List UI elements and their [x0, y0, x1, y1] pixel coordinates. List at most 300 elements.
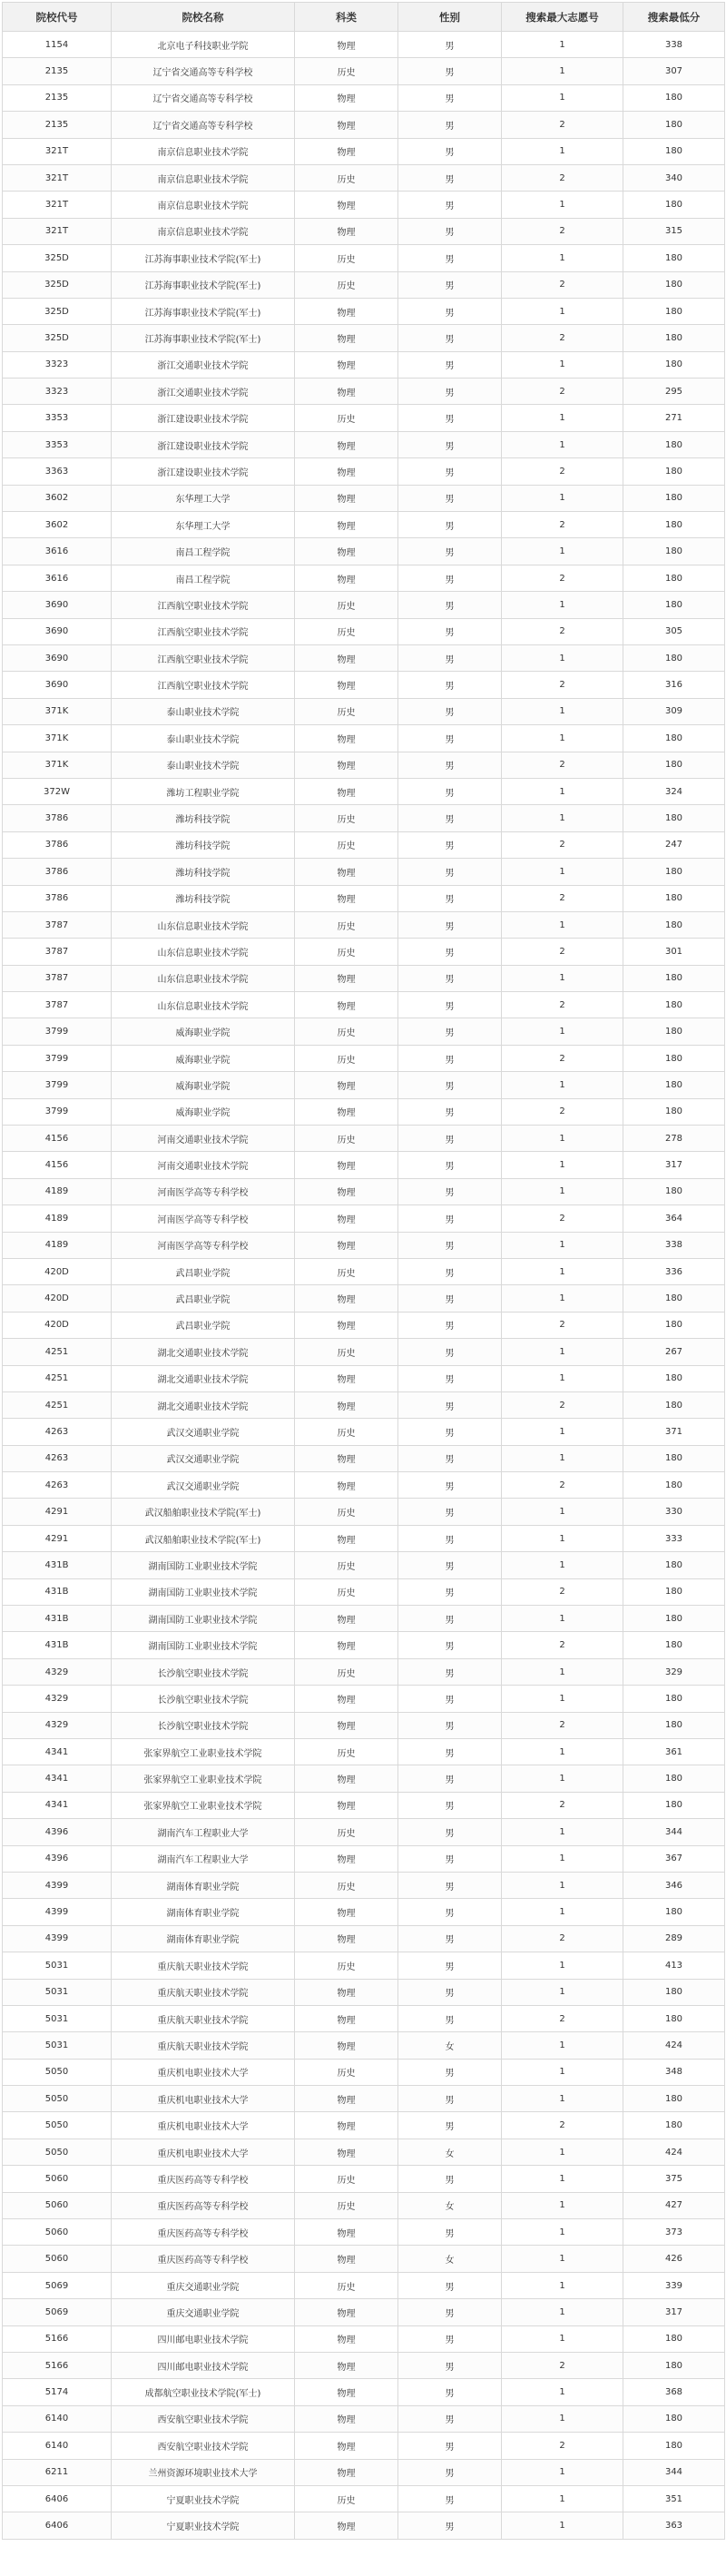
table-row	[3, 1365, 725, 1391]
cell-gender: 男	[398, 1419, 502, 1445]
table-row	[3, 164, 725, 191]
cell-school-code: 3787	[3, 965, 112, 991]
cell-school-name: 河南交通职业技术学院	[112, 1126, 295, 1152]
cell-subject: 物理	[295, 1098, 398, 1125]
cell-min-score: 180	[623, 859, 725, 885]
cell-school-name: 四川邮电职业技术学院	[112, 2325, 295, 2352]
cell-gender: 男	[398, 2299, 502, 2325]
cell-max-choice: 1	[502, 725, 623, 752]
table-row	[3, 1712, 725, 1738]
cell-subject: 物理	[295, 565, 398, 591]
table-row	[3, 1391, 725, 1418]
cell-min-score: 180	[623, 485, 725, 511]
cell-max-choice: 1	[502, 58, 623, 84]
cell-min-score: 180	[623, 351, 725, 378]
cell-school-name: 泰山职业技术学院	[112, 752, 295, 778]
table-row	[3, 805, 725, 831]
table-row	[3, 1312, 725, 1338]
table-header-row	[3, 3, 725, 32]
cell-school-code: 371K	[3, 752, 112, 778]
table-row	[3, 1792, 725, 1818]
cell-school-code: 3616	[3, 565, 112, 591]
cell-subject: 物理	[295, 1285, 398, 1312]
cell-school-name: 江西航空职业技术学院	[112, 618, 295, 644]
cell-min-score: 180	[623, 1712, 725, 1738]
cell-max-choice: 2	[502, 992, 623, 1018]
cell-subject: 历史	[295, 939, 398, 965]
cell-subject: 物理	[295, 1979, 398, 2005]
cell-max-choice: 1	[502, 1899, 623, 1925]
cell-gender: 男	[398, 245, 502, 271]
cell-school-code: 3602	[3, 485, 112, 511]
cell-gender: 男	[398, 164, 502, 191]
cell-gender: 男	[398, 1018, 502, 1045]
cell-min-score: 344	[623, 1819, 725, 1845]
cell-gender: 男	[398, 1552, 502, 1578]
cell-min-score: 180	[623, 2352, 725, 2378]
table-row	[3, 1258, 725, 1284]
cell-min-score: 271	[623, 405, 725, 431]
cell-school-code: 325D	[3, 325, 112, 351]
cell-min-score: 180	[623, 2086, 725, 2112]
cell-min-score: 180	[623, 245, 725, 271]
cell-subject: 历史	[295, 698, 398, 724]
cell-school-code: 5031	[3, 2005, 112, 2031]
cell-max-choice: 1	[502, 245, 623, 271]
cell-school-code: 3786	[3, 859, 112, 885]
cell-school-code: 321T	[3, 218, 112, 244]
cell-gender: 男	[398, 1632, 502, 1658]
cell-min-score: 180	[623, 965, 725, 991]
cell-school-code: 3353	[3, 405, 112, 431]
cell-min-score: 361	[623, 1739, 725, 1765]
cell-school-name: 兰州资源环境职业技术大学	[112, 2459, 295, 2485]
cell-school-code: 3786	[3, 805, 112, 831]
cell-school-name: 重庆机电职业技术大学	[112, 2059, 295, 2085]
cell-school-name: 泰山职业技术学院	[112, 725, 295, 752]
cell-school-code: 3787	[3, 911, 112, 938]
cell-gender: 男	[398, 1979, 502, 2005]
cell-min-score: 180	[623, 1445, 725, 1471]
header-min-score: 搜索最低分	[623, 3, 725, 32]
cell-gender: 男	[398, 379, 502, 405]
cell-min-score: 340	[623, 164, 725, 191]
cell-school-name: 武汉交通职业学院	[112, 1419, 295, 1445]
cell-min-score: 324	[623, 778, 725, 804]
cell-subject: 物理	[295, 1178, 398, 1204]
cell-school-name: 张家界航空工业职业技术学院	[112, 1792, 295, 1818]
cell-min-score: 426	[623, 2246, 725, 2272]
cell-max-choice: 2	[502, 458, 623, 485]
table-row	[3, 618, 725, 644]
cell-subject: 物理	[295, 2219, 398, 2246]
cell-school-code: 3602	[3, 512, 112, 538]
cell-school-code: 4396	[3, 1819, 112, 1845]
cell-school-name: 东华理工大学	[112, 485, 295, 511]
header-school-code: 院校代号	[3, 3, 112, 32]
cell-school-code: 2135	[3, 58, 112, 84]
cell-gender: 男	[398, 2512, 502, 2539]
cell-school-code: 371K	[3, 725, 112, 752]
cell-school-name: 东华理工大学	[112, 512, 295, 538]
cell-gender: 男	[398, 1072, 502, 1098]
cell-school-code: 5060	[3, 2246, 112, 2272]
cell-school-code: 325D	[3, 271, 112, 298]
cell-subject: 物理	[295, 965, 398, 991]
cell-gender: 男	[398, 939, 502, 965]
cell-subject: 历史	[295, 2166, 398, 2192]
cell-subject: 历史	[295, 1819, 398, 1845]
cell-min-score: 348	[623, 2059, 725, 2085]
cell-school-name: 山东信息职业技术学院	[112, 939, 295, 965]
cell-school-name: 潍坊科技学院	[112, 805, 295, 831]
table-row	[3, 1126, 725, 1152]
cell-school-name: 重庆航天职业技术学院	[112, 1952, 295, 1979]
table-row	[3, 84, 725, 111]
cell-school-name: 潍坊科技学院	[112, 885, 295, 911]
table-row	[3, 138, 725, 164]
cell-max-choice: 2	[502, 939, 623, 965]
cell-school-code: 5166	[3, 2325, 112, 2352]
cell-min-score: 427	[623, 2192, 725, 2218]
table-row	[3, 1658, 725, 1685]
cell-max-choice: 1	[502, 2405, 623, 2432]
cell-max-choice: 2	[502, 618, 623, 644]
cell-subject: 历史	[295, 1872, 398, 1898]
cell-school-name: 长沙航空职业技术学院	[112, 1658, 295, 1685]
cell-min-score: 267	[623, 1339, 725, 1365]
table-row	[3, 1445, 725, 1471]
cell-max-choice: 1	[502, 644, 623, 671]
cell-school-name: 南昌工程学院	[112, 565, 295, 591]
cell-school-name: 江苏海事职业技术学院(军士)	[112, 245, 295, 271]
cell-min-score: 316	[623, 672, 725, 698]
cell-subject: 物理	[295, 84, 398, 111]
table-row	[3, 485, 725, 511]
cell-subject: 物理	[295, 725, 398, 752]
table-row	[3, 1045, 725, 1071]
cell-school-name: 浙江建设职业技术学院	[112, 458, 295, 485]
cell-subject: 历史	[295, 1339, 398, 1365]
cell-min-score: 180	[623, 1472, 725, 1499]
cell-subject: 物理	[295, 1391, 398, 1418]
cell-min-score: 315	[623, 218, 725, 244]
cell-min-score: 338	[623, 1232, 725, 1258]
cell-min-score: 180	[623, 1178, 725, 1204]
table-row	[3, 351, 725, 378]
cell-school-code: 4189	[3, 1205, 112, 1232]
cell-max-choice: 1	[502, 778, 623, 804]
table-row	[3, 1072, 725, 1098]
cell-max-choice: 2	[502, 1632, 623, 1658]
cell-max-choice: 1	[502, 1285, 623, 1312]
cell-min-score: 339	[623, 2272, 725, 2298]
cell-gender: 男	[398, 1339, 502, 1365]
cell-school-name: 西安航空职业技术学院	[112, 2433, 295, 2459]
cell-max-choice: 1	[502, 911, 623, 938]
cell-subject: 历史	[295, 1045, 398, 1071]
cell-max-choice: 2	[502, 1792, 623, 1818]
cell-max-choice: 2	[502, 752, 623, 778]
cell-subject: 物理	[295, 458, 398, 485]
cell-subject: 历史	[295, 271, 398, 298]
cell-school-code: 3690	[3, 592, 112, 618]
cell-max-choice: 1	[502, 1232, 623, 1258]
cell-school-code: 431B	[3, 1552, 112, 1578]
cell-gender: 男	[398, 112, 502, 138]
table-row	[3, 725, 725, 752]
cell-school-code: 4341	[3, 1792, 112, 1818]
cell-school-code: 4251	[3, 1391, 112, 1418]
cell-school-name: 四川邮电职业技术学院	[112, 2352, 295, 2378]
cell-gender: 男	[398, 672, 502, 698]
cell-min-score: 180	[623, 565, 725, 591]
table-row	[3, 2112, 725, 2138]
cell-max-choice: 1	[502, 298, 623, 324]
cell-min-score: 413	[623, 1952, 725, 1979]
cell-subject: 物理	[295, 1152, 398, 1178]
cell-school-name: 南京信息职业技术学院	[112, 164, 295, 191]
cell-min-score: 180	[623, 1552, 725, 1578]
table-row	[3, 1872, 725, 1898]
cell-school-name: 张家界航空工业职业技术学院	[112, 1765, 295, 1792]
cell-gender: 男	[398, 2485, 502, 2512]
cell-school-name: 湖南国防工业职业技术学院	[112, 1632, 295, 1658]
cell-max-choice: 1	[502, 1339, 623, 1365]
cell-max-choice: 1	[502, 965, 623, 991]
cell-min-score: 180	[623, 192, 725, 218]
table-row	[3, 1339, 725, 1365]
table-row	[3, 1018, 725, 1045]
cell-min-score: 368	[623, 2379, 725, 2405]
cell-school-code: 4263	[3, 1419, 112, 1445]
cell-gender: 男	[398, 32, 502, 58]
cell-gender: 男	[398, 1765, 502, 1792]
cell-gender: 男	[398, 2325, 502, 2352]
cell-gender: 男	[398, 1258, 502, 1284]
header-gender: 性别	[398, 3, 502, 32]
cell-max-choice: 2	[502, 1098, 623, 1125]
cell-gender: 男	[398, 2112, 502, 2138]
cell-max-choice: 1	[502, 1419, 623, 1445]
cell-min-score: 180	[623, 1979, 725, 2005]
cell-gender: 男	[398, 538, 502, 565]
cell-gender: 男	[398, 831, 502, 858]
cell-max-choice: 2	[502, 1578, 623, 1605]
cell-min-score: 336	[623, 1258, 725, 1284]
cell-max-choice: 2	[502, 1205, 623, 1232]
cell-school-name: 长沙航空职业技术学院	[112, 1712, 295, 1738]
cell-school-name: 威海职业学院	[112, 1045, 295, 1071]
cell-subject: 物理	[295, 2299, 398, 2325]
cell-gender: 男	[398, 2459, 502, 2485]
table-row	[3, 752, 725, 778]
cell-min-score: 180	[623, 805, 725, 831]
table-row	[3, 1152, 725, 1178]
cell-gender: 男	[398, 885, 502, 911]
cell-gender: 男	[398, 1952, 502, 1979]
cell-subject: 物理	[295, 351, 398, 378]
cell-min-score: 278	[623, 1126, 725, 1152]
cell-min-score: 317	[623, 1152, 725, 1178]
cell-max-choice: 2	[502, 325, 623, 351]
cell-max-choice: 2	[502, 379, 623, 405]
cell-max-choice: 1	[502, 2485, 623, 2512]
cell-school-code: 372W	[3, 778, 112, 804]
table-row	[3, 2325, 725, 2352]
cell-min-score: 317	[623, 2299, 725, 2325]
cell-school-code: 3690	[3, 672, 112, 698]
cell-school-name: 张家界航空工业职业技术学院	[112, 1739, 295, 1765]
cell-subject: 历史	[295, 1952, 398, 1979]
cell-school-name: 宁夏职业技术学院	[112, 2485, 295, 2512]
cell-subject: 物理	[295, 672, 398, 698]
cell-school-name: 潍坊科技学院	[112, 831, 295, 858]
cell-school-code: 4156	[3, 1152, 112, 1178]
table-row	[3, 32, 725, 58]
cell-max-choice: 2	[502, 112, 623, 138]
cell-gender: 男	[398, 2086, 502, 2112]
cell-subject: 物理	[295, 1365, 398, 1391]
cell-school-name: 武汉船舶职业技术学院(军士)	[112, 1499, 295, 1525]
table-row	[3, 112, 725, 138]
cell-min-score: 180	[623, 1391, 725, 1418]
table-row	[3, 2272, 725, 2298]
table-row	[3, 672, 725, 698]
cell-school-code: 5069	[3, 2272, 112, 2298]
table-row	[3, 1472, 725, 1499]
cell-max-choice: 2	[502, 565, 623, 591]
cell-gender: 男	[398, 458, 502, 485]
cell-min-score: 180	[623, 1365, 725, 1391]
table-row	[3, 218, 725, 244]
cell-subject: 历史	[295, 805, 398, 831]
cell-school-name: 湖南体育职业学院	[112, 1925, 295, 1952]
cell-school-code: 4251	[3, 1365, 112, 1391]
cell-max-choice: 1	[502, 1606, 623, 1632]
cell-max-choice: 1	[502, 1258, 623, 1284]
cell-school-code: 3787	[3, 992, 112, 1018]
table-row	[3, 2246, 725, 2272]
cell-school-name: 浙江建设职业技术学院	[112, 405, 295, 431]
cell-school-name: 湖南国防工业职业技术学院	[112, 1578, 295, 1605]
cell-school-code: 3786	[3, 885, 112, 911]
cell-school-name: 重庆交通职业学院	[112, 2272, 295, 2298]
cell-school-name: 湖南体育职业学院	[112, 1899, 295, 1925]
cell-max-choice: 1	[502, 592, 623, 618]
cell-subject: 历史	[295, 592, 398, 618]
cell-max-choice: 1	[502, 1178, 623, 1204]
cell-min-score: 367	[623, 1845, 725, 1872]
cell-max-choice: 1	[502, 485, 623, 511]
cell-subject: 物理	[295, 1072, 398, 1098]
table-row	[3, 2379, 725, 2405]
cell-gender: 男	[398, 1391, 502, 1418]
cell-school-name: 武昌职业学院	[112, 1258, 295, 1284]
table-row	[3, 192, 725, 218]
table-row	[3, 2405, 725, 2432]
cell-gender: 男	[398, 698, 502, 724]
cell-subject: 物理	[295, 1205, 398, 1232]
cell-min-score: 180	[623, 431, 725, 457]
cell-max-choice: 1	[502, 1819, 623, 1845]
cell-school-name: 山东信息职业技术学院	[112, 965, 295, 991]
table-row	[3, 2138, 725, 2165]
cell-max-choice: 2	[502, 1391, 623, 1418]
cell-max-choice: 1	[502, 138, 623, 164]
cell-gender: 男	[398, 725, 502, 752]
cell-school-name: 湖北交通职业技术学院	[112, 1339, 295, 1365]
cell-subject: 物理	[295, 2379, 398, 2405]
cell-school-code: 5031	[3, 1952, 112, 1979]
cell-school-code: 420D	[3, 1285, 112, 1312]
cell-gender: 男	[398, 431, 502, 457]
table-row	[3, 1632, 725, 1658]
cell-school-code: 5166	[3, 2352, 112, 2378]
cell-school-code: 3323	[3, 351, 112, 378]
cell-subject: 历史	[295, 618, 398, 644]
table-row	[3, 1845, 725, 1872]
table-row	[3, 271, 725, 298]
cell-max-choice: 2	[502, 512, 623, 538]
cell-gender: 男	[398, 644, 502, 671]
cell-subject: 历史	[295, 1499, 398, 1525]
cell-school-name: 南京信息职业技术学院	[112, 192, 295, 218]
cell-gender: 男	[398, 1126, 502, 1152]
cell-min-score: 309	[623, 698, 725, 724]
cell-min-score: 180	[623, 592, 725, 618]
table-row	[3, 58, 725, 84]
cell-school-name: 山东信息职业技术学院	[112, 911, 295, 938]
cell-min-score: 247	[623, 831, 725, 858]
table-row	[3, 1899, 725, 1925]
cell-gender: 女	[398, 2192, 502, 2218]
cell-max-choice: 1	[502, 2219, 623, 2246]
cell-min-score: 180	[623, 1018, 725, 1045]
cell-max-choice: 1	[502, 698, 623, 724]
cell-school-code: 5060	[3, 2219, 112, 2246]
cell-max-choice: 1	[502, 2032, 623, 2059]
cell-subject: 物理	[295, 2433, 398, 2459]
cell-school-code: 4329	[3, 1712, 112, 1738]
table-row	[3, 2059, 725, 2085]
cell-school-code: 321T	[3, 192, 112, 218]
cell-school-name: 辽宁省交通高等专科学校	[112, 112, 295, 138]
cell-school-code: 3690	[3, 644, 112, 671]
cell-max-choice: 1	[502, 1365, 623, 1391]
cell-min-score: 329	[623, 1658, 725, 1685]
cell-school-name: 浙江交通职业技术学院	[112, 379, 295, 405]
cell-max-choice: 1	[502, 2512, 623, 2539]
cell-school-code: 321T	[3, 164, 112, 191]
cell-min-score: 180	[623, 885, 725, 911]
table-row	[3, 1178, 725, 1204]
cell-gender: 男	[398, 2219, 502, 2246]
cell-school-name: 江苏海事职业技术学院(军士)	[112, 298, 295, 324]
cell-school-code: 3799	[3, 1045, 112, 1071]
cell-school-code: 6140	[3, 2405, 112, 2432]
cell-max-choice: 2	[502, 1925, 623, 1952]
cell-school-code: 4399	[3, 1872, 112, 1898]
cell-max-choice: 1	[502, 2459, 623, 2485]
cell-min-score: 180	[623, 2325, 725, 2352]
cell-subject: 物理	[295, 2512, 398, 2539]
cell-school-code: 4341	[3, 1765, 112, 1792]
cell-subject: 物理	[295, 752, 398, 778]
cell-school-code: 3323	[3, 379, 112, 405]
table-row	[3, 1925, 725, 1952]
cell-max-choice: 1	[502, 1952, 623, 1979]
